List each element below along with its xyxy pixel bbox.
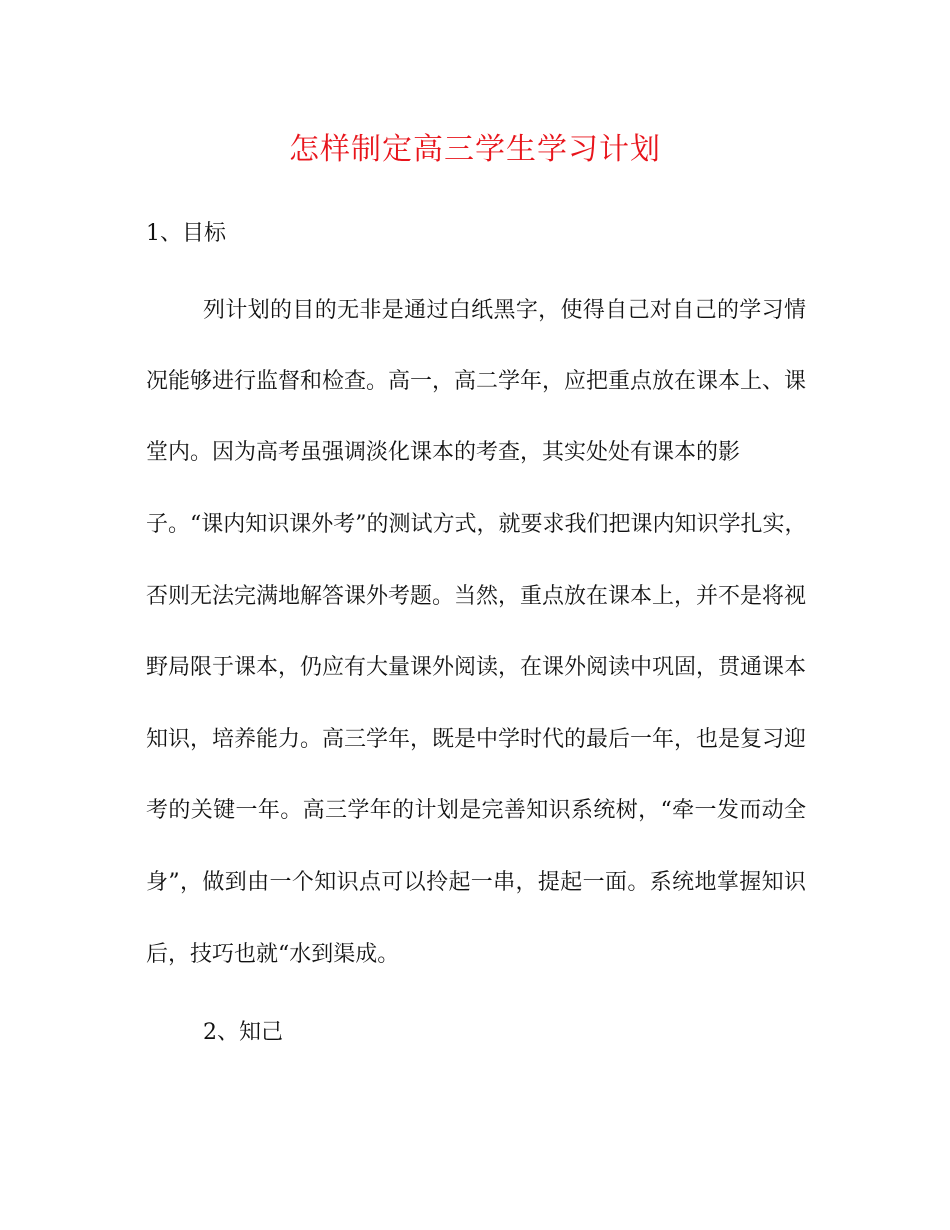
paragraph-line: 后，技巧也就“水到渠成。 <box>146 942 400 967</box>
paragraph-line: 堂内。因为高考虽强调淡化课本的考查，其实处处有课本的影 <box>146 440 741 465</box>
section-heading-goal: 1、目标 <box>146 221 226 246</box>
document-title: 怎样制定高三学生学习计划 <box>289 132 661 167</box>
paragraph-line: 考的关键一年。高三学年的计划是完善知识系统树，“牵一发而动全 <box>146 798 806 823</box>
paragraph-line: 野局限于课本，仍应有大量课外阅读，在课外阅读中巩固，贯通课本 <box>146 655 806 680</box>
paragraph-line: 列计划的目的无非是通过白纸黑字，使得自己对自己的学习情 <box>203 298 806 323</box>
paragraph-line: 否则无法完满地解答课外考题。当然，重点放在课本上，并不是将视 <box>146 584 806 609</box>
paragraph-line: 子。“课内知识课外考”的测试方式，就要求我们把课内知识学扎实， <box>146 512 806 537</box>
paragraph-line: 知识，培养能力。高三学年，既是中学时代的最后一年，也是复习迎 <box>146 727 806 752</box>
paragraph-line: 身”，做到由一个知识点可以拎起一串，提起一面。系统地掌握知识 <box>146 870 806 895</box>
paragraph-line: 况能够进行监督和检查。高一，高二学年，应把重点放在课本上、课 <box>146 369 806 394</box>
section-heading-know-yourself: 2、知己 <box>203 1020 283 1045</box>
